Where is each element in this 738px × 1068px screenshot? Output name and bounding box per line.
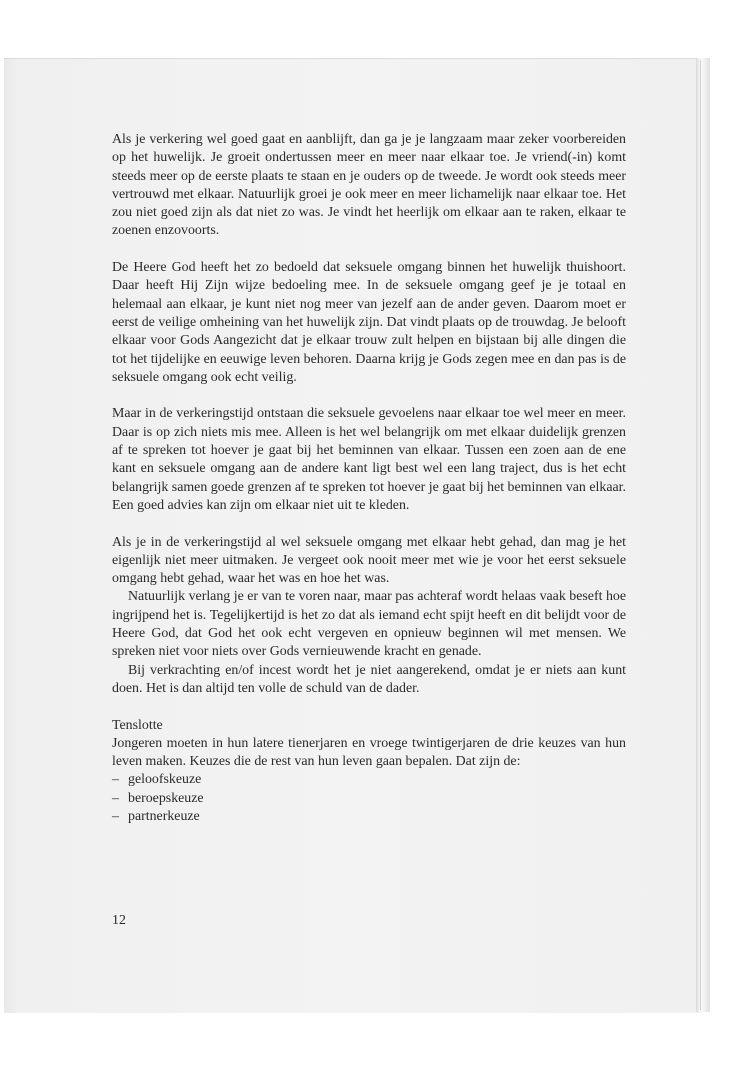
list-dash: – [112,772,119,788]
list-item [112,808,626,826]
page-edge-line [700,60,701,1010]
body-text [112,131,626,826]
choice-list [112,771,626,826]
paragraph-2: De Heere God heeft het zo bedoeld dat seksuele omgang binnen het huwelijk thuishoort. Daar heeft Hij Zijn wijze bedoeling mee. In de seksuele omgang geef je je totaal en helemaal aan elkaar, je kunt niet nog meer van jezelf aan de ander geven. Daarom moet er eerst de veilige omheining van het huwelijk zijn. Dat vindt plaats op de trouwdag. Je belooft elkaar voor Gods Aangezicht dat je elkaar trouw zult helpen en bijstaan bij alle dingen die tot het tijdelijke en eeuwige leven behoren. Daarna krijg je Gods zegen mee en dan pas is de seksuele omgang ook echt veilig. [112,260,626,385]
paragraph-4: Als je in de verkeringstijd al wel seksuele omgang met elkaar hebt gehad, dan mag je het eigenlijk niet meer uitmaken. Je vergeet ook nooit meer met wie je voor het eerst seksuele omgang hebt gehad, waar het was en hoe het was. [112,534,626,587]
paragraph-1: Als je verkering wel goed gaat en aanblijft, dan ga je je langzaam maar zeker voorbereiden op het huwelijk. Je groeit ondertussen meer en meer naar elkaar toe. Je vriend(-in) komt steeds meer op de eerste plaats te staan en je ouders op de tweede. Je wordt ook steeds meer vertrouwd met elkaar. Natuurlijk groei je ook meer en meer lichamelijk naar elkaar toe. Het zou niet goed zijn als dat niet zo was. Je vindt het heerlijk om elkaar aan te raken, elkaar te zoenen enzovoorts. [112,132,626,239]
list-item-label: partnerkeuze [128,808,200,824]
list-item [112,771,626,789]
list-item-label: beroepskeuze [128,790,204,806]
paragraph-6: Bij verkrachting en/of incest wordt het je niet aangerekend, omdat je er niets aan kunt doen. Het is dan altijd ten volle de schuld van de dader. [112,662,626,696]
list-dash: – [112,808,119,824]
paragraph-5: Natuurlijk verlang je er van te voren naar, maar pas achteraf wordt helaas vaak beseft hoe ingrijpend het is. Tegelijkertijd is het zo dat als iemand echt spijt heeft en dit belijdt voor de Heere God, dat God het ook echt vergeven en opnieuw beginnen wil met mensen. We spreken niet voor niets over Gods vernieuwende kracht en genade. [112,589,626,660]
section-heading: Tenslotte [112,717,163,733]
list-item-label: geloofskeuze [128,772,202,788]
paragraph-3: Maar in de verkeringstijd ontstaan die seksuele gevoelens naar elkaar toe wel meer en meer. Daar is op zich niets mis mee. Alleen is het wel belangrijk om met elkaar duidelijk grenzen af te spreken tot hoever je gaat bij het beminnen van elkaar. Tussen een zoen aan de ene kant en seksuele omgang aan de andere kant ligt best wel een lang traject, dus is het echt belangrijk samen goede grenzen af te spreken tot hoever je gaat bij het beminnen van elkaar. Een goed advies kan zijn om elkaar niet uit te kleden. [112,406,626,513]
page-number: 12 [112,913,126,928]
list-item [112,790,626,808]
section-intro: Jongeren moeten in hun latere tienerjaren en vroege twintigerjaren de drie keuzes van hun leven maken. Keuzes die de rest van hun leven gaan bepalen. Dat zijn de: [112,735,626,770]
list-dash: – [112,790,119,806]
page-edge [696,58,710,1012]
